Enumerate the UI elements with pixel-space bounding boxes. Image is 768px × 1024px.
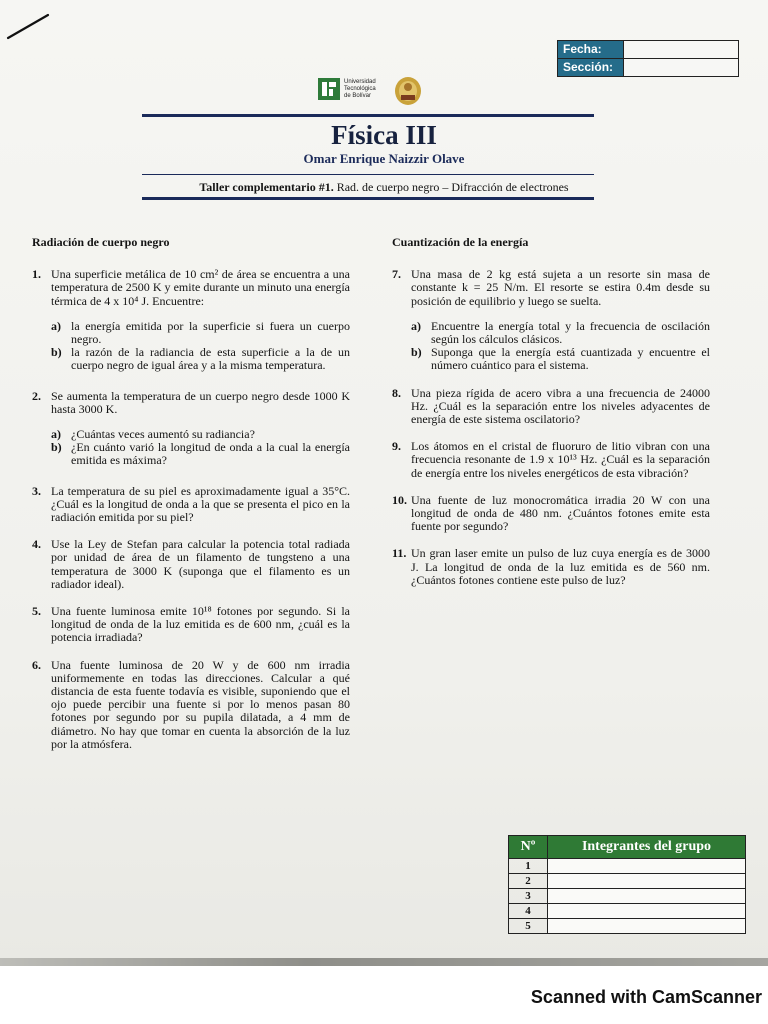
table-row: 3 xyxy=(509,889,746,904)
member-field[interactable] xyxy=(548,919,746,934)
problem-1: 1. Una superficie metálica de 10 cm² de área se encuentra a una temperatura de 2500 K y emite durante un minuto una energía térmica de 4 x 10⁴ J. Encuentre: a) la energía emitida por la superficie si fuera un cuerpo negro. b) la razón de la radiancia de esta superficie a la de un cuerpo negro de igual área y a la misma temperatura. xyxy=(32,267,350,373)
section-title-quantization: Cuantización de la energía xyxy=(392,235,529,249)
seccion-label: Sección: xyxy=(558,59,623,76)
date-section-box xyxy=(557,40,739,77)
problem-1a: a) la energía emitida por la superficie si fuera un cuerpo negro. xyxy=(51,318,350,347)
problem-7: 7. Una masa de 2 kg está sujeta a un resorte sin masa de constante k = 25 N/m. El resorte se estira 0.4m desde su posición de equilibrio y luego se suelta. a) Encuentre la energía total y la frecuencia de oscilación según los cálculos clásicos. b) Suponga que la energía está cuantizada y encuentre el número cuántico para el sistema. xyxy=(392,267,710,373)
left-column xyxy=(32,236,350,751)
problem-11: 11. Un gran laser emite un pulso de luz cuya energía es de 3000 J. La longitud de onda de la luz emitida es de 560 nm. ¿Cuántos fotones contiene este pulso de luz? xyxy=(392,546,710,587)
university-emblem-icon xyxy=(318,78,340,100)
right-column xyxy=(392,236,710,587)
scan-edge xyxy=(0,958,768,966)
page-title: Física III xyxy=(331,120,437,150)
table-header-members: Integrantes del grupo xyxy=(548,836,746,859)
problem-7a: a) Encuentre la energía total y la frecuencia de oscilación según los cálculos clásicos. xyxy=(411,318,710,347)
header-rule-mid xyxy=(142,174,594,175)
section-title-blackbody: Radiación de cuerpo negro xyxy=(32,235,170,249)
table-header-num: Nº xyxy=(509,836,548,859)
fecha-label: Fecha: xyxy=(558,41,623,58)
problem-2a: a) ¿Cuántas veces aumentó su radiancia? xyxy=(51,427,255,442)
university-logo xyxy=(318,78,376,100)
problem-4: 4. Use la Ley de Stefan para calcular la potencia total radiada por unidad de área de un filamento de tungsteno a una temperatura de 3000 K (suponga que el filamento es un radiador ideal). xyxy=(32,537,350,591)
seccion-field[interactable] xyxy=(623,59,738,76)
pen-stroke-mark xyxy=(6,12,50,40)
table-row: 5 xyxy=(509,919,746,934)
author-name: Omar Enrique Naizzir Olave xyxy=(303,151,465,166)
member-field[interactable] xyxy=(548,904,746,919)
problem-9: 9. Los átomos en el cristal de fluoruro de litio vibran con una frecuencia resonante de 1.9 x 10¹³ Hz. ¿Cuál es la separación de energía entre los niveles energéticos de esta vibración? xyxy=(392,439,710,480)
problem-10: 10. Una fuente de luz monocromática irradia 20 W con una longitud de onda de 480 nm. ¿Cuántos fotones emite esta fuente por segundo? xyxy=(392,492,710,534)
member-field[interactable] xyxy=(548,874,746,889)
problem-2: 2. Se aumenta la temperatura de un cuerpo negro desde 1000 K hasta 3000 K. a) ¿Cuántas veces aumentó su radiancia? b) ¿En cuánto varió la longitud de onda a la cual la energía emitida es máxima? xyxy=(32,388,350,468)
university-name: Universidad Tecnológica de Bolívar xyxy=(344,78,376,99)
problem-3: 3. La temperatura de su piel es aproximadamente igual a 35°C. ¿Cuál es la longitud de onda a la que se presenta el pico en la radiación emitida por su piel? xyxy=(32,483,350,525)
member-field[interactable] xyxy=(548,889,746,904)
fecha-field[interactable] xyxy=(623,41,738,58)
seal-emblem-icon xyxy=(394,76,422,106)
workshop-subtitle: Taller complementario #1. Rad. de cuerpo negro – Difracción de electrones xyxy=(199,180,569,194)
table-row: 2 xyxy=(509,874,746,889)
problem-8: 8. Una pieza rígida de acero vibra a una frecuencia de 24000 Hz. ¿Cuál es la separación entre los niveles adyacentes de energía de este sistema oscilatorio? xyxy=(392,385,710,427)
header-rule-top xyxy=(142,114,594,117)
problem-7b: b) Suponga que la energía está cuantizada y encuentre el número cuántico para el sistema. xyxy=(411,345,710,373)
problem-2b: b) ¿En cuánto varió la longitud de onda a la cual la energía emitida es máxima? xyxy=(51,440,350,468)
table-row: 4 xyxy=(509,904,746,919)
scanner-watermark: Scanned with CamScanner xyxy=(530,987,762,1007)
member-field[interactable] xyxy=(548,859,746,874)
header-rule-bottom xyxy=(142,197,594,200)
problem-6: 6. Una fuente luminosa de 20 W y de 600 nm irradia uniformemente en todas las direcciones. Calcular a qué distancia de esta fuente todavía es visible, suponiendo que el ojo puede percibir una fuente si por lo menos pasan 80 fotones por segundo por su pupila dilatada, a 4 mm de diámetro. No hay que tomar en cuenta la absorción de la luz por la atmósfera. xyxy=(32,657,350,751)
group-members-table xyxy=(508,835,746,934)
problem-5: 5. Una fuente luminosa emite 10¹⁸ fotones por segundo. Si la longitud de onda de la luz emitida es de 600 nm, ¿cuál es la potencia irradiada? xyxy=(32,604,350,645)
problem-1b: b) la razón de la radiancia de esta superficie a la de un cuerpo negro de igual área y a la misma temperatura. xyxy=(51,345,350,373)
table-row: 1 xyxy=(509,859,746,874)
